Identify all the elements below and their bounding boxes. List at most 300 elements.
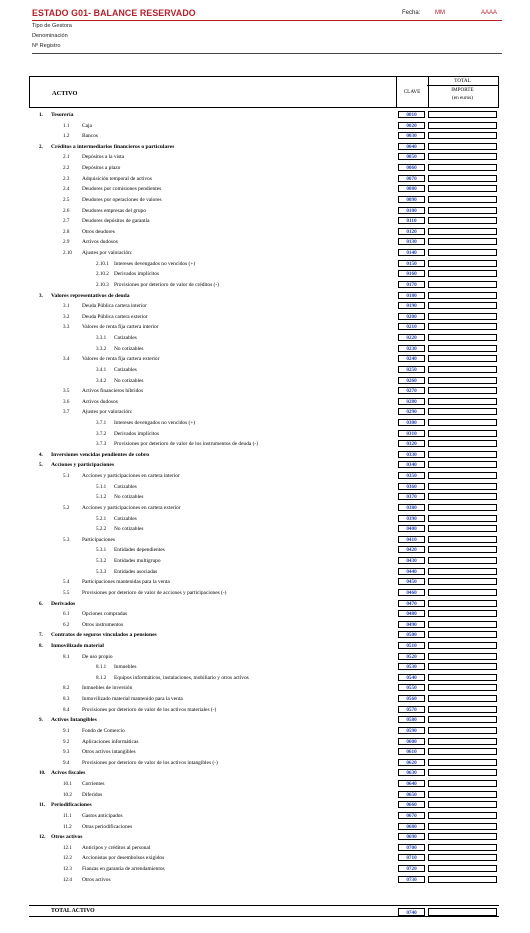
importe-input[interactable] — [428, 504, 497, 511]
importe-input[interactable] — [428, 844, 497, 851]
row-label: No cotizables — [114, 377, 144, 384]
importe-input[interactable] — [428, 366, 497, 373]
date-label: Fecha: — [402, 10, 421, 16]
importe-input[interactable] — [428, 578, 497, 585]
importe-input[interactable] — [428, 515, 497, 522]
importe-input[interactable] — [428, 865, 497, 872]
importe-input[interactable] — [428, 111, 497, 118]
row-label: Adquisición temporal de activos — [82, 175, 152, 182]
row-label: Cotizables — [114, 366, 137, 373]
row-number: 8.1.2 — [96, 674, 107, 681]
row-label: Acivos fiscales — [51, 770, 86, 777]
row-label: Opciones compradas — [82, 611, 128, 618]
row-code: 0500 — [398, 631, 425, 638]
importe-input[interactable] — [428, 270, 497, 277]
table-row — [29, 706, 499, 714]
importe-input[interactable] — [428, 228, 497, 235]
row-label: Anticipos y créditos al personal — [82, 844, 151, 851]
importe-input[interactable] — [428, 748, 497, 755]
row-code: 0370 — [398, 493, 425, 500]
row-label: Activos Intangibles — [51, 717, 97, 724]
row-code: 0700 — [398, 844, 425, 851]
importe-input[interactable] — [428, 185, 497, 192]
row-code: 0010 — [398, 111, 425, 118]
row-code: 0050 — [398, 153, 425, 160]
total-activo-row — [29, 905, 499, 917]
row-number: 11.1 — [63, 812, 72, 819]
table-row — [29, 600, 499, 608]
row-code: 0090 — [398, 196, 425, 203]
importe-input[interactable] — [428, 217, 497, 224]
field-registro: Nº Registro — [32, 43, 61, 49]
importe-input[interactable] — [428, 716, 497, 723]
importe-input[interactable] — [428, 483, 497, 490]
importe-input[interactable] — [428, 323, 497, 330]
row-label: Inmovilizado material mantenido para la venta — [82, 696, 183, 703]
row-label: Valores de renta fija cartera interior — [82, 324, 159, 331]
row-code: 0260 — [398, 377, 425, 384]
table-row — [29, 430, 499, 438]
importe-input[interactable] — [428, 854, 497, 861]
table-row — [29, 164, 499, 172]
row-label: Derivados implícitos — [114, 271, 160, 278]
importe-input[interactable] — [428, 207, 497, 214]
row-number: 3.7 — [63, 409, 70, 416]
table-row — [29, 207, 499, 215]
importe-input[interactable] — [428, 238, 497, 245]
row-code: 0680 — [398, 823, 425, 830]
importe-input[interactable] — [428, 493, 497, 500]
row-code: 0400 — [398, 525, 425, 532]
importe-input[interactable] — [428, 738, 497, 745]
importe-input[interactable] — [428, 153, 497, 160]
row-code: 0380 — [398, 504, 425, 511]
table-row — [29, 313, 499, 321]
row-label: Deudores empresas del grupo — [82, 207, 146, 214]
row-number: 2.2 — [63, 165, 70, 172]
importe-input[interactable] — [428, 557, 497, 564]
table-row — [29, 642, 499, 650]
importe-input[interactable] — [428, 600, 497, 607]
table-row — [29, 122, 499, 130]
table-row — [29, 228, 499, 236]
row-label: Accionistas por desembolsos exigidos — [82, 855, 165, 862]
row-number: 5.1.1 — [96, 483, 107, 490]
importe-input[interactable] — [428, 684, 497, 691]
importe-input[interactable] — [428, 451, 497, 458]
row-code: 0710 — [398, 854, 425, 861]
importe-input[interactable] — [428, 642, 497, 649]
table-row — [29, 801, 499, 809]
table-row — [29, 366, 499, 374]
row-number: 12.1 — [63, 844, 72, 851]
importe-input[interactable] — [428, 440, 497, 447]
row-code: 0590 — [398, 727, 425, 734]
table-row — [29, 759, 499, 767]
importe-input[interactable] — [428, 610, 497, 617]
importe-input[interactable] — [428, 833, 497, 840]
row-code: 0520 — [398, 653, 425, 660]
importe-input[interactable] — [428, 525, 497, 532]
row-label: Activos dudosos — [82, 239, 118, 246]
importe-input[interactable] — [428, 812, 497, 819]
row-number: 3.4.1 — [96, 366, 107, 373]
row-number: 5. — [39, 462, 43, 469]
row-label: Fianzas en garantía de arrendamientos — [82, 866, 165, 873]
row-number: 5.2 — [63, 504, 70, 511]
importe-input[interactable] — [428, 292, 497, 299]
row-number: 5.3.3 — [96, 568, 107, 575]
row-number: 12.2 — [63, 855, 72, 862]
row-number: 2.3 — [63, 175, 70, 182]
row-code: 0140 — [398, 249, 425, 256]
row-code: 0330 — [398, 451, 425, 458]
row-number: 5.4 — [63, 579, 70, 586]
row-code: 0270 — [398, 387, 425, 394]
table-row — [29, 674, 499, 682]
importe-input[interactable] — [428, 706, 497, 713]
row-label: Participaciones mantenidas para la venta — [82, 579, 170, 586]
row-label: Diferidos — [82, 791, 103, 798]
row-code: 0670 — [398, 812, 425, 819]
table-row — [29, 631, 499, 639]
table-row — [29, 716, 499, 724]
table-row — [29, 589, 499, 597]
importe-input[interactable] — [428, 546, 497, 553]
row-label: Aplicaciones informáticas — [82, 738, 139, 745]
table-row — [29, 111, 499, 119]
importe-input[interactable] — [428, 695, 497, 702]
table-row — [29, 408, 499, 416]
row-code: 0540 — [398, 674, 425, 681]
row-code: 0230 — [398, 345, 425, 352]
row-number: 12. — [39, 834, 46, 841]
importe-input[interactable] — [428, 631, 497, 638]
row-code: 0020 — [398, 122, 425, 129]
table-row — [29, 865, 499, 873]
importe-input[interactable] — [428, 249, 497, 256]
row-code: 0470 — [398, 600, 425, 607]
row-code: 0430 — [398, 557, 425, 564]
row-label: Depósitos a plazo — [82, 165, 121, 172]
row-code: 0030 — [398, 132, 425, 139]
row-label: Intereses devengados no vencidos (+) — [114, 419, 196, 426]
row-label: Participaciones — [82, 536, 115, 543]
row-number: 10. — [39, 770, 46, 777]
importe-input[interactable] — [428, 122, 497, 129]
row-label: Provisiones por deterioro de valor de los instrumentos de deuda (-) — [114, 441, 259, 448]
row-label: No cotizables — [114, 526, 144, 533]
table-row — [29, 515, 499, 523]
row-label: Deuda Pública cartera interior — [82, 303, 147, 310]
row-label: Gastos anticipados — [82, 812, 123, 819]
importe-input[interactable] — [428, 334, 497, 341]
row-number: 6.2 — [63, 621, 70, 628]
total-activo-input[interactable] — [428, 908, 497, 916]
table-row — [29, 621, 499, 629]
euros-heading: (en euros) — [452, 95, 473, 101]
importe-input[interactable] — [428, 260, 497, 267]
row-number: 5.5 — [63, 589, 70, 596]
importe-input[interactable] — [428, 313, 497, 320]
row-number: 2.4 — [63, 186, 70, 193]
importe-input[interactable] — [428, 536, 497, 543]
table-row — [29, 653, 499, 661]
row-label: Ajustes por valoración: — [82, 250, 133, 257]
importe-input[interactable] — [428, 175, 497, 182]
row-label: Depósitos a la vista — [82, 154, 125, 161]
row-number: 5.1.2 — [96, 494, 107, 501]
row-code: 0600 — [398, 738, 425, 745]
row-number: 6.1 — [63, 611, 70, 618]
table-row — [29, 854, 499, 862]
row-code: 0150 — [398, 260, 425, 267]
table-row — [29, 238, 499, 246]
row-label: Acciones y participaciones en cartera exterior — [82, 504, 181, 511]
row-number: 3.7.1 — [96, 419, 107, 426]
table-row — [29, 546, 499, 554]
table-row — [29, 493, 499, 501]
importe-input[interactable] — [428, 472, 497, 479]
row-label: Acciones y participaciones en cartera interior — [82, 473, 180, 480]
table-row — [29, 185, 499, 193]
row-code: 0610 — [398, 748, 425, 755]
row-code: 0130 — [398, 238, 425, 245]
row-label: Otros activos — [82, 876, 111, 883]
importe-input[interactable] — [428, 377, 497, 384]
row-label: Inmuebles — [114, 664, 137, 671]
row-label: Otros deudores — [82, 228, 115, 235]
importe-input[interactable] — [428, 461, 497, 468]
table-row — [29, 270, 499, 278]
row-number: 2.5 — [63, 196, 70, 203]
importe-input[interactable] — [428, 653, 497, 660]
row-number: 11.2 — [63, 823, 72, 830]
table-header — [29, 76, 499, 108]
table-row — [29, 345, 499, 353]
row-label: Inmuebles de inversión — [82, 685, 133, 692]
importe-input[interactable] — [428, 780, 497, 787]
row-number: 3.5 — [63, 388, 70, 395]
row-number: 5.3 — [63, 536, 70, 543]
row-code: 0360 — [398, 483, 425, 490]
row-label: Derivados implícitos — [114, 430, 160, 437]
row-label: De uso propio — [82, 653, 113, 660]
row-number: 11. — [39, 802, 46, 809]
row-code: 0570 — [398, 706, 425, 713]
table-row — [29, 791, 499, 799]
table-row — [29, 504, 499, 512]
table-row — [29, 292, 499, 300]
importe-input[interactable] — [428, 281, 497, 288]
importe-input[interactable] — [428, 674, 497, 681]
table-row — [29, 377, 499, 385]
row-number: 2.10 — [63, 250, 72, 257]
row-code: 0110 — [398, 217, 425, 224]
activo-heading: ACTIVO — [52, 90, 78, 97]
row-code: 0070 — [398, 175, 425, 182]
table-row — [29, 483, 499, 491]
row-label: Caja — [82, 122, 92, 129]
row-number: 5.2.1 — [96, 515, 107, 522]
row-label: Valores de renta fija cartera exterior — [82, 356, 160, 363]
form-title: ESTADO G01- BALANCE RESERVADO — [32, 8, 196, 18]
table-row — [29, 568, 499, 576]
row-code: 0690 — [398, 833, 425, 840]
row-code: 0340 — [398, 461, 425, 468]
row-number: 2.1 — [63, 154, 70, 161]
table-row — [29, 323, 499, 331]
importe-input[interactable] — [428, 164, 497, 171]
row-code: 0100 — [398, 207, 425, 214]
table-row — [29, 695, 499, 703]
title-underline — [32, 20, 502, 21]
row-number: 5.3.1 — [96, 547, 107, 554]
row-label: Otros activos intangibles — [82, 749, 136, 756]
row-number: 3.4.2 — [96, 377, 107, 384]
table-row — [29, 780, 499, 788]
table-row — [29, 334, 499, 342]
table-row — [29, 387, 499, 395]
row-number: 4. — [39, 451, 43, 458]
row-number: 2.7 — [63, 218, 70, 225]
row-number: 2.10.3 — [96, 281, 109, 288]
table-row — [29, 260, 499, 268]
row-code: 0480 — [398, 610, 425, 617]
row-number: 1.1 — [63, 122, 70, 129]
row-code: 0410 — [398, 536, 425, 543]
row-number: 3.1 — [63, 303, 70, 310]
importe-input[interactable] — [428, 419, 497, 426]
row-number: 8.2 — [63, 685, 70, 692]
row-label: Tesorería — [51, 112, 74, 118]
table-row — [29, 249, 499, 257]
table-row — [29, 398, 499, 406]
row-number: 12.4 — [63, 876, 72, 883]
importe-input[interactable] — [428, 801, 497, 808]
row-code: 0660 — [398, 801, 425, 808]
importe-input[interactable] — [428, 568, 497, 575]
row-label: Provisiones por deterioro de valor de los activos intangibles (-) — [82, 759, 218, 766]
row-code: 0460 — [398, 589, 425, 596]
importe-input[interactable] — [428, 132, 497, 139]
table-row — [29, 175, 499, 183]
row-code: 0170 — [398, 281, 425, 288]
row-number: 5.3.2 — [96, 558, 107, 565]
row-label: Otras periodificaciones — [82, 823, 133, 830]
row-code: 0440 — [398, 568, 425, 575]
table-row — [29, 663, 499, 671]
row-code: 0580 — [398, 716, 425, 723]
importe-input[interactable] — [428, 589, 497, 596]
row-number: 3.2 — [63, 313, 70, 320]
row-code: 0120 — [398, 228, 425, 235]
table-row — [29, 844, 499, 852]
table-row — [29, 536, 499, 544]
table-row — [29, 196, 499, 204]
importe-input[interactable] — [428, 302, 497, 309]
row-label: Provisiones por deterioro de valor de créditos (-) — [114, 281, 219, 288]
row-label: Cotizables — [114, 515, 137, 522]
table-row — [29, 461, 499, 469]
row-label: Periodificaciones — [51, 802, 92, 809]
row-number: 3.4 — [63, 356, 70, 363]
importe-input[interactable] — [428, 430, 497, 437]
importe-input[interactable] — [428, 387, 497, 394]
table-row — [29, 281, 499, 289]
importe-input[interactable] — [428, 727, 497, 734]
importe-input[interactable] — [428, 769, 497, 776]
row-label: Provisiones por deterioro de valor de acciones y participaciones (-) — [82, 589, 227, 596]
row-number: 1. — [39, 112, 43, 118]
row-number: 2.8 — [63, 228, 70, 235]
table-row — [29, 217, 499, 225]
importe-input[interactable] — [428, 345, 497, 352]
table-row — [29, 132, 499, 140]
row-code: 0510 — [398, 642, 425, 649]
row-code: 0490 — [398, 621, 425, 628]
row-label: Fondo de Comercio — [82, 727, 125, 734]
total-activo-label: TOTAL ACTIVO — [51, 908, 95, 914]
importe-heading: IMPORTE — [451, 87, 474, 93]
importe-input[interactable] — [428, 196, 497, 203]
row-number: 2.10.1 — [96, 260, 109, 267]
row-code: 0620 — [398, 759, 425, 766]
row-number: 8. — [39, 643, 43, 649]
row-code: 0190 — [398, 302, 425, 309]
row-label: No cotizables — [114, 494, 144, 501]
table-row — [29, 727, 499, 735]
table-row — [29, 451, 499, 459]
date-month: MM — [435, 10, 445, 16]
importe-input[interactable] — [428, 621, 497, 628]
table-row — [29, 143, 499, 151]
table-row — [29, 472, 499, 480]
row-label: Deudores por comisiones pendientes — [82, 186, 162, 193]
row-code: 0180 — [398, 292, 425, 299]
table-row — [29, 153, 499, 161]
row-number: 3.6 — [63, 398, 70, 405]
row-code: 0730 — [398, 876, 425, 883]
importe-input[interactable] — [428, 663, 497, 670]
row-label: Entidades dependientes — [114, 547, 165, 554]
total-divider — [427, 85, 498, 86]
row-code: 0250 — [398, 366, 425, 373]
row-code: 0040 — [398, 143, 425, 150]
table-row — [29, 525, 499, 533]
table-row — [29, 610, 499, 618]
table-row — [29, 876, 499, 884]
row-label: No cotizables — [114, 345, 144, 352]
table-row — [29, 812, 499, 820]
date-year: AAAA — [481, 10, 498, 16]
importe-input[interactable] — [428, 759, 497, 766]
row-code: 0160 — [398, 270, 425, 277]
row-label: Bancos — [82, 133, 98, 140]
importe-input[interactable] — [428, 398, 497, 405]
table-row — [29, 738, 499, 746]
importe-input[interactable] — [428, 791, 497, 798]
importe-input[interactable] — [428, 408, 497, 415]
row-label: Provisiones por deterioro de valor de los activos materiales (-) — [82, 706, 217, 713]
row-code: 0630 — [398, 769, 425, 776]
importe-input[interactable] — [428, 876, 497, 883]
row-code: 0200 — [398, 313, 425, 320]
total-activo-code: 0740 — [398, 908, 425, 916]
importe-input[interactable] — [428, 823, 497, 830]
importe-input[interactable] — [428, 143, 497, 150]
importe-input[interactable] — [428, 355, 497, 362]
